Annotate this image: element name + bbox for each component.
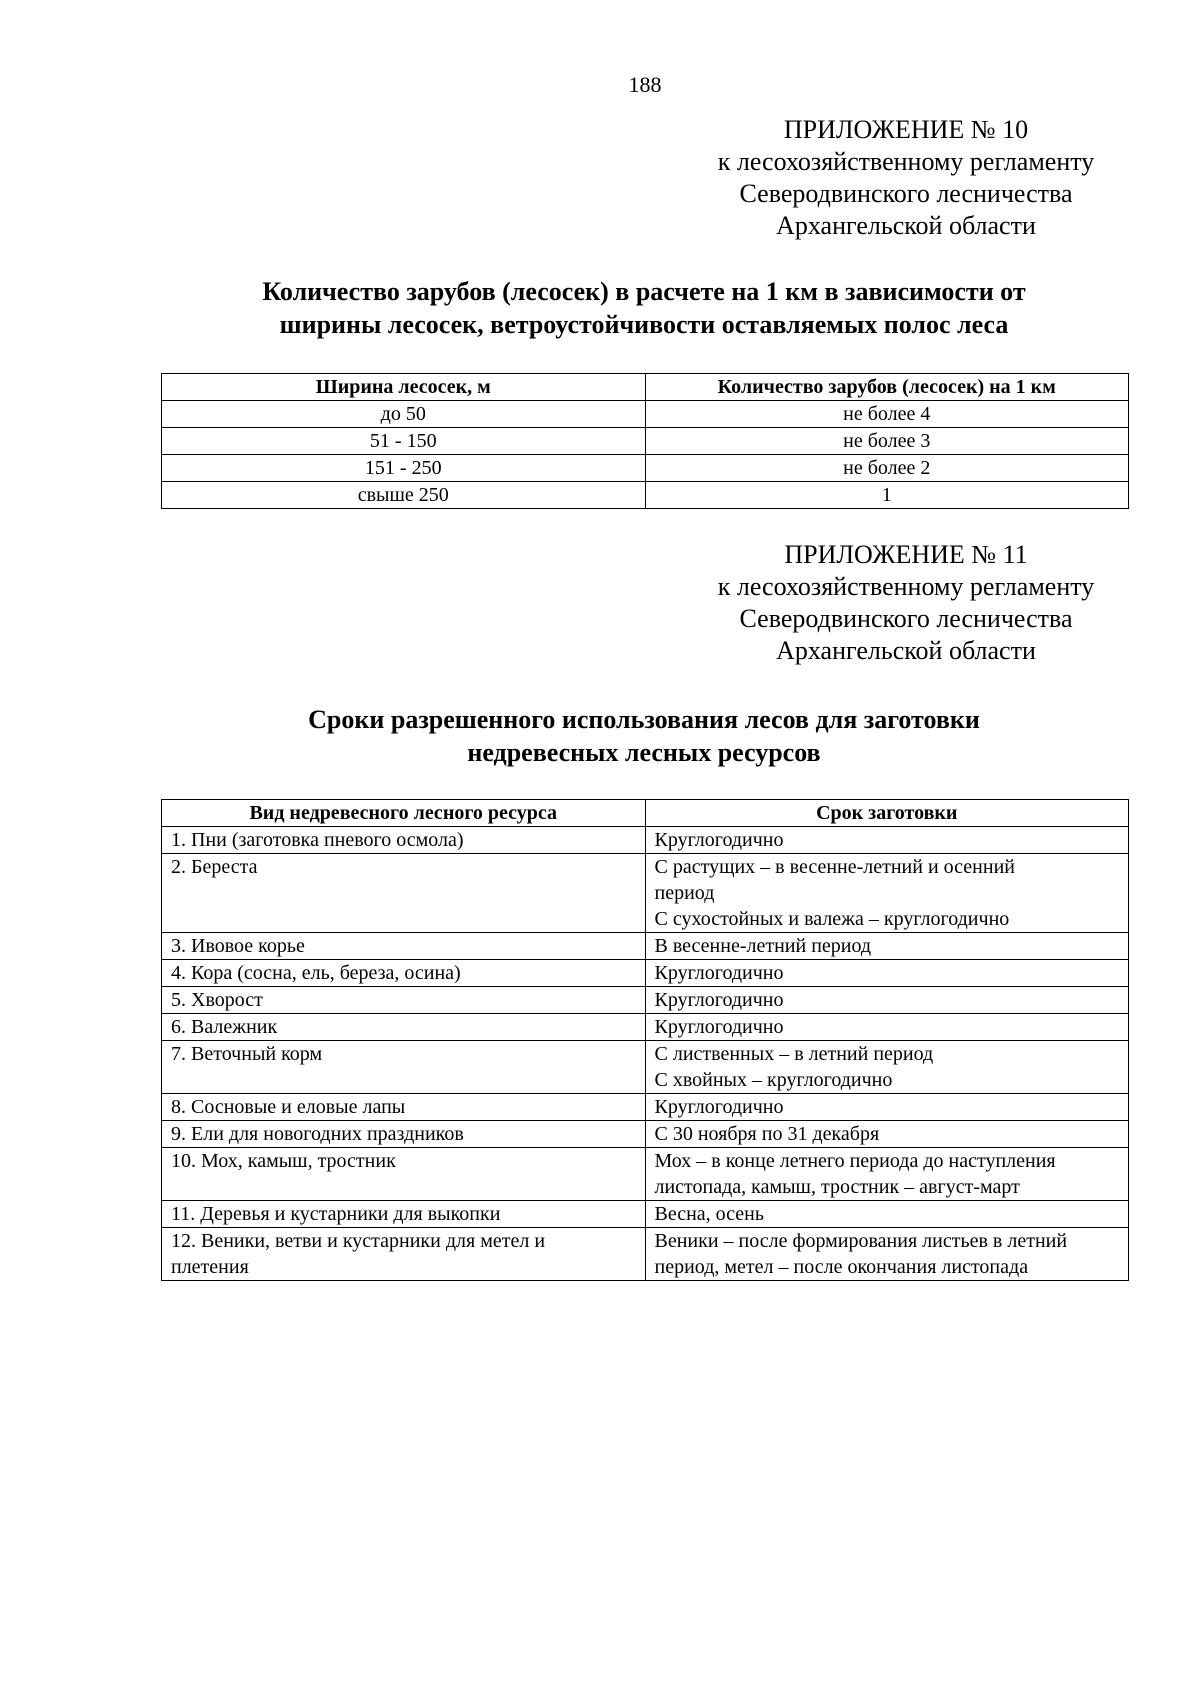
table-cell: до 50 [162, 401, 646, 428]
appendix-10-subtitle-line: Архангельской области [776, 211, 1036, 240]
appendix-10-title: ПРИЛОЖЕНИЕ № 10 [783, 115, 1029, 144]
section-11-title [160, 703, 1128, 769]
section-11-title-line: Сроки разрешенного использования лесов для заготовки [308, 705, 980, 734]
section-10-title-line: ширины лесосек, ветроустойчивости оставляемых полос леса [279, 310, 1009, 339]
cell-text-line: Мох – в конце летнего периода до наступления [654, 1150, 1056, 1172]
cell-text-line: 12. Веники, ветви и кустарники для метел и [171, 1230, 546, 1252]
table-cell: свыше 250 [162, 482, 646, 509]
harvest-period-cell [645, 933, 1129, 960]
cell-text-line: Круглогодично [654, 1016, 784, 1038]
table-cell: 51 - 150 [162, 428, 646, 455]
harvest-period-cell [645, 1121, 1129, 1148]
resource-type-cell [162, 1094, 646, 1121]
table-row [162, 1041, 1129, 1094]
cell-text-line: 7. Веточный корм [171, 1043, 323, 1065]
resource-type-cell [162, 854, 646, 933]
section-10-title-line: Количество зарубов (лесосек) в расчете на 1 км в зависимости от [262, 277, 1026, 306]
table-cell: 151 - 250 [162, 455, 646, 482]
appendix-11-subtitle-line: к лесохозяйственному регламенту [717, 572, 1095, 601]
cell-text-line: 2. Береста [171, 856, 258, 878]
table-row [162, 827, 1129, 854]
cell-text-line: С лиственных – в летний период [654, 1043, 934, 1065]
non-timber-resources-table [161, 799, 1129, 1281]
column-header: Вид недревесного лесного ресурса [162, 800, 646, 827]
cell-text-line: С хвойных – круглогодично [654, 1069, 893, 1091]
resource-type-cell [162, 987, 646, 1014]
cell-text-line: период, метел – после окончания листопада [654, 1256, 1029, 1278]
table-row [162, 428, 1129, 455]
table-header-row [162, 374, 1129, 401]
appendix-11-title: ПРИЛОЖЕНИЕ № 11 [784, 540, 1028, 569]
appendix-10-subtitle-line: к лесохозяйственному регламенту [717, 147, 1095, 176]
table-row [162, 1094, 1129, 1121]
table-cell: не более 3 [645, 428, 1129, 455]
clearing-count-table [161, 373, 1129, 509]
cell-text-line: В весенне-летний период [654, 935, 872, 957]
cell-text-line: С растущих – в весенне-летний и осенний [654, 856, 1015, 878]
harvest-period-cell [645, 960, 1129, 987]
table-row [162, 455, 1129, 482]
cell-text-line: плетения [171, 1256, 249, 1278]
harvest-period-cell [645, 1094, 1129, 1121]
cell-text-line: 6. Валежник [171, 1016, 278, 1038]
section-11-title-line: недревесных лесных ресурсов [467, 738, 821, 767]
harvest-period-cell [645, 1148, 1129, 1201]
cell-text-line: листопада, камыш, тростник – август-март [654, 1176, 1020, 1198]
cell-text-line: Круглогодично [654, 962, 784, 984]
cell-text-line: Круглогодично [654, 829, 784, 851]
resource-type-cell [162, 1041, 646, 1094]
cell-text-line: Круглогодично [654, 989, 784, 1011]
cell-text-line: Весна, осень [654, 1203, 764, 1225]
appendix-11-subtitle-line: Северодвинского лесничества [739, 604, 1073, 633]
resource-type-cell [162, 960, 646, 987]
harvest-period-cell [645, 1201, 1129, 1228]
appendix-11-subtitle-line: Архангельской области [776, 636, 1036, 665]
table-cell: не более 2 [645, 455, 1129, 482]
cell-text-line: 9. Ели для новогодних праздников [171, 1123, 464, 1145]
cell-text-line: период [654, 882, 715, 904]
table-row [162, 960, 1129, 987]
cell-text-line: 4. Кора (сосна, ель, береза, осина) [171, 962, 461, 984]
cell-text-line: С 30 ноября по 31 декабря [654, 1123, 880, 1145]
table-row [162, 1228, 1129, 1281]
cell-text-line: Веники – после формирования листьев в летний [654, 1230, 1068, 1252]
harvest-period-cell [645, 827, 1129, 854]
resource-type-cell [162, 1014, 646, 1041]
appendix-11-header [656, 539, 1156, 667]
table-row [162, 1201, 1129, 1228]
table-row [162, 854, 1129, 933]
table-row [162, 401, 1129, 428]
resource-type-cell [162, 1121, 646, 1148]
resource-type-cell [162, 827, 646, 854]
table-body [162, 827, 1129, 1281]
table-cell: 1 [645, 482, 1129, 509]
cell-text-line: Круглогодично [654, 1096, 784, 1118]
resource-type-cell [162, 1228, 646, 1281]
table-header-row [162, 800, 1129, 827]
appendix-10-header [656, 114, 1156, 242]
resource-type-cell [162, 1148, 646, 1201]
cell-text-line: 1. Пни (заготовка пневого осмола) [171, 829, 464, 851]
table-row [162, 1148, 1129, 1201]
cell-text-line: С сухостойных и валежа – круглогодично [654, 908, 1010, 930]
table-row [162, 933, 1129, 960]
harvest-period-cell [645, 1041, 1129, 1094]
table-cell: не более 4 [645, 401, 1129, 428]
harvest-period-cell [645, 987, 1129, 1014]
column-header: Ширина лесосек, м [162, 374, 646, 401]
harvest-period-cell [645, 1228, 1129, 1281]
table-row [162, 1121, 1129, 1148]
cell-text-line: 3. Ивовое корье [171, 935, 305, 957]
page-number: 188 [628, 72, 662, 97]
cell-text-line: 10. Мох, камыш, тростник [171, 1150, 396, 1172]
harvest-period-cell [645, 1014, 1129, 1041]
resource-type-cell [162, 1201, 646, 1228]
cell-text-line: 11. Деревья и кустарники для выкопки [171, 1203, 501, 1225]
table-row [162, 1014, 1129, 1041]
harvest-period-cell [645, 854, 1129, 933]
appendix-10-subtitle-line: Северодвинского лесничества [739, 179, 1073, 208]
section-10-title [160, 275, 1128, 341]
table-row [162, 987, 1129, 1014]
column-header: Срок заготовки [645, 800, 1129, 827]
cell-text-line: 8. Сосновые и еловые лапы [171, 1096, 406, 1118]
cell-text-line: 5. Хворост [171, 989, 263, 1011]
column-header: Количество зарубов (лесосек) на 1 км [645, 374, 1129, 401]
table-row [162, 482, 1129, 509]
resource-type-cell [162, 933, 646, 960]
